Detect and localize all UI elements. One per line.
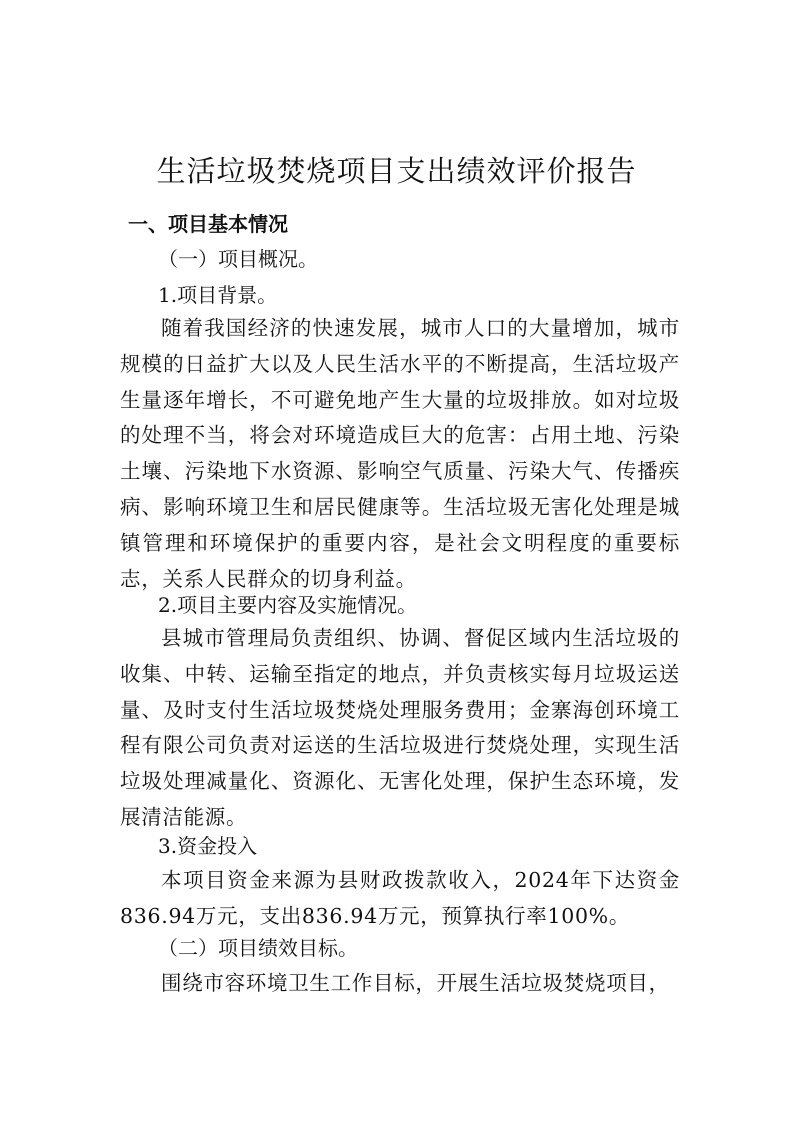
- goals-text: 围绕市容环境卫生工作目标，开展生活垃圾焚烧项目，: [161, 971, 670, 995]
- item-funding-text: 本项目资金来源为县财政拨款收入，2024年下达资金836.94万元，支出836.94万元，预算执行率100%。: [120, 868, 680, 928]
- item-content-text: 县城市管理局负责组织、协调、督促区域内生活垃圾的收集、中转、运输至指定的地点，并负责核实每月垃圾运送量、及时支付生活垃圾焚烧处理服务费用；金寨海创环境工程有限公司负责对运送的生活垃圾进行焚烧处理，实现生活垃圾处理减量化、资源化、无害化处理，保护生态环境，发展清洁能源。: [120, 626, 680, 829]
- subsection-goals: （二）项目绩效目标。: [158, 936, 358, 960]
- item-background-text: 随着我国经济的快速发展，城市人口的大量增加，城市规模的日益扩大以及人民生活水平的不断提高，生活垃圾产生量逐年增长，不可避免地产生大量的垃圾排放。如对垃圾的处理不当，将会对环境造成巨大的危害：占用土地、污染土壤、污染地下水资源、影响空气质量、污染大气、传播疾病、影响环境卫生和居民健康等。生活垃圾无害化处理是城镇管理和环境保护的重要内容，是社会文明程度的重要标志，关系人民群众的切身利益。: [120, 316, 680, 591]
- item-content-label: 2.项目主要内容及实施情况。: [158, 593, 418, 617]
- item-background-label: 1.项目背景。: [158, 283, 278, 307]
- subsection-overview: （一）项目概况。: [158, 247, 318, 271]
- item-funding-label: 3.资金投入: [158, 834, 258, 858]
- document-title: 生活垃圾焚烧项目支出绩效评价报告: [156, 154, 637, 189]
- section-heading: 一、项目基本情况: [128, 212, 288, 236]
